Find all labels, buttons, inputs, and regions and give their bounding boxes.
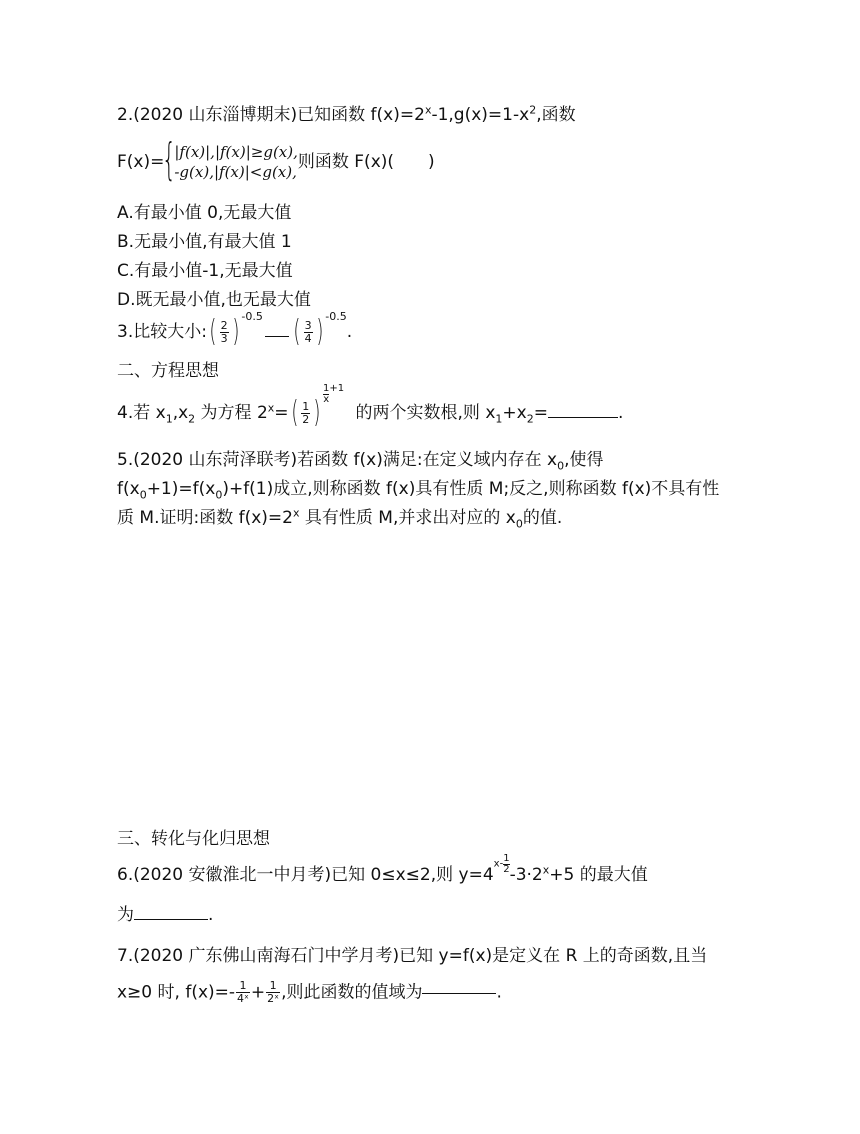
left-paren-icon: ( <box>293 314 301 349</box>
q2-text: ,函数 <box>536 105 576 125</box>
answer-blank[interactable] <box>422 992 496 994</box>
q2-text: 2.(2020 山东淄博期末)已知函数 f(x)=2 <box>117 105 425 125</box>
question-6-line-2 <box>117 904 213 926</box>
answer-blank[interactable] <box>548 416 618 418</box>
q7-text: . <box>496 982 502 1003</box>
subscript: 0 <box>515 517 523 531</box>
subscript: 2 <box>188 412 196 426</box>
fraction <box>301 401 310 426</box>
q3-text: 3.比较大小: <box>117 322 207 342</box>
q4-text: +x <box>502 403 527 423</box>
left-paren-icon: ( <box>290 395 298 430</box>
right-paren-icon: ) <box>313 395 321 430</box>
numerator: 1 <box>503 853 510 864</box>
option-c: C.有最小值-1,无最大值 <box>117 261 293 281</box>
q5-text: 质 M.证明:函数 f(x)=2 <box>117 508 293 528</box>
q5-text: f(x <box>117 479 140 499</box>
q6-text: +5 的最大值 <box>549 865 648 885</box>
question-5-line-3 <box>117 507 562 529</box>
subscript: 1 <box>165 412 173 426</box>
denominator: 3 <box>220 331 228 345</box>
q4-text: 4.若 x <box>117 403 166 423</box>
section-heading-3: 三、转化与化归思想 <box>117 829 270 849</box>
q4-text-group <box>117 401 289 426</box>
exponent: -0.5 <box>241 310 263 323</box>
fraction <box>304 320 313 345</box>
numerator: 2 <box>220 318 228 332</box>
exponent-text: x- <box>493 858 504 870</box>
piecewise-case-2: -g(x),|f(x)|<g(x), <box>174 163 297 181</box>
q5-text: ,使得 <box>564 450 604 470</box>
option-d: D.既无最小值,也无最大值 <box>117 290 311 310</box>
denominator: 2 <box>302 412 310 426</box>
q6-text: -3·2 <box>509 865 543 885</box>
question-2-line-1 <box>117 104 576 126</box>
q5-text: )+f(1)成立,则称函数 f(x)具有性质 M;反之,则称函数 f(x)不具有性 <box>222 479 720 499</box>
numerator: 1 <box>322 383 330 394</box>
exponent-expression <box>323 384 344 405</box>
numerator: 1 <box>236 980 250 993</box>
q3-text: . <box>346 322 353 342</box>
numerator: 3 <box>304 318 312 332</box>
option-a: A.有最小值 0,无最大值 <box>117 203 292 223</box>
q4-text: = <box>533 403 548 423</box>
q2-text: F(x)= <box>117 152 165 172</box>
fraction <box>266 980 280 1005</box>
right-paren-icon: ) <box>315 314 323 349</box>
left-brace-icon: { <box>162 134 177 185</box>
option-b: B.无最小值,有最大值 1 <box>117 232 292 252</box>
denominator: 2 <box>503 864 510 875</box>
q6-text: 6.(2020 安徽淮北一中月考)已知 0≤x≤2,则 y=4 <box>117 865 494 885</box>
numerator: 1 <box>302 399 310 413</box>
q6-text: . <box>208 905 214 925</box>
subscript: 0 <box>215 488 223 502</box>
denominator: 4 <box>304 331 312 345</box>
denominator: 2ˣ <box>267 992 280 1005</box>
q6-text: 为 <box>117 905 134 925</box>
q5-text: 5.(2020 山东菏泽联考)若函数 f(x)满足:在定义域内存在 x <box>117 450 558 470</box>
denominator: 4ˣ <box>237 992 249 1005</box>
subscript: 0 <box>557 459 565 473</box>
q4-text: . <box>617 403 624 423</box>
q4-text-group <box>350 403 624 426</box>
question-3 <box>117 310 353 355</box>
q7-text: ,则此函数的值域为 <box>281 982 423 1003</box>
denominator: x <box>323 394 330 405</box>
exponent: x <box>267 401 275 415</box>
question-7-line-1: 7.(2020 广东佛山南海石门中学月考)已知 y=f(x)是定义在 R 上的奇函数,且当 <box>117 946 708 966</box>
exponent: x <box>542 863 550 877</box>
right-paren-icon: ) <box>232 314 240 349</box>
question-5-line-1 <box>117 449 603 471</box>
q4-text: = <box>274 403 289 423</box>
subscript: 1 <box>495 412 503 426</box>
exponent-fraction <box>503 854 509 875</box>
exponent: -0.5 <box>325 310 347 323</box>
numerator: 1 <box>266 980 280 993</box>
exponent-expression <box>494 854 510 875</box>
piecewise-function <box>162 134 298 185</box>
q5-text: 的值. <box>522 508 563 528</box>
left-paren-icon: ( <box>209 314 217 349</box>
question-6-line-1 <box>117 853 648 886</box>
answer-blank[interactable] <box>134 918 208 920</box>
answer-blank[interactable] <box>265 335 289 337</box>
q4-text: 的两个实数根,则 x <box>350 403 496 423</box>
fraction <box>220 320 229 345</box>
section-heading-2: 二、方程思想 <box>117 361 219 381</box>
q5-text: +1)=f(x <box>146 479 216 499</box>
subscript: 0 <box>139 488 147 502</box>
q7-text: + <box>250 982 266 1003</box>
exponent-text: +1 <box>329 383 345 394</box>
q4-text: ,x <box>172 403 189 423</box>
q7-text: x≥0 时, f(x)=- <box>117 982 236 1003</box>
q2-exponent: x <box>424 103 432 117</box>
piecewise-case-1: |f(x)|,|f(x)|≥g(x), <box>174 143 298 161</box>
fraction <box>236 980 250 1005</box>
exponent: x <box>292 506 300 520</box>
q5-text: 具有性质 M,并求出对应的 x <box>299 508 516 528</box>
q2-text: -1,g(x)=1-x <box>431 105 530 125</box>
q2-exponent: 2 <box>529 103 537 117</box>
question-7-line-2 <box>117 980 502 1010</box>
question-5-line-2 <box>117 478 719 500</box>
q4-text: 为方程 2 <box>195 403 268 423</box>
question-4 <box>117 383 624 438</box>
q2-text: 则函数 F(x)( ) <box>297 152 435 172</box>
subscript: 2 <box>526 412 534 426</box>
question-2-piecewise <box>117 134 435 186</box>
